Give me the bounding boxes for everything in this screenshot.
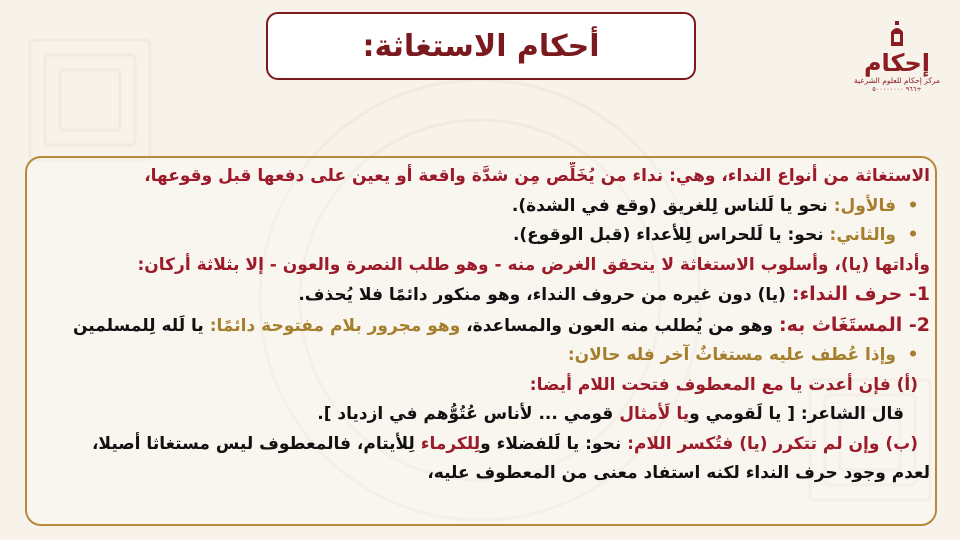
definition-text: الاستغاثة من أنواع النداء، وهي: نداء من يُخَلِّص مِن شدَّة واقعة أو يعين على دفعها قبل وقوعها،	[144, 166, 930, 186]
case-b-label: (ب) وإن لم تتكرر (يا) فتُكسر اللام:	[627, 433, 918, 454]
page-title: أحكام الاستغاثة:	[362, 28, 600, 64]
logo-subtitle: مركز إحكام للعلوم الشرعية	[853, 76, 941, 85]
line-poet	[36, 400, 930, 430]
line-conjunction	[36, 341, 930, 371]
first-text: نحو يا لَلناس لِلغريق (وقع في الشدة).	[511, 195, 834, 216]
bullet-icon: •	[907, 195, 919, 216]
logo-name: إحكام	[863, 49, 931, 77]
reason-text: لعدم وجود حرف النداء لكنه استفاد معنى من المعطوف عليه،	[427, 463, 930, 483]
logo	[846, 20, 948, 98]
pillar-1-label: 1- حرف النداء:	[791, 283, 930, 305]
second-text: نحو: يا لَلحراس لِلأعداء (قبل الوقوع).	[512, 225, 830, 245]
line-case-b	[36, 430, 930, 460]
case-b-text-a: نحو: يا لَلفضلاء و	[480, 433, 628, 454]
pillar-2-gold: وهو مجرور بلام مفتوحة دائمًا:	[209, 315, 467, 336]
case-b-red: لِلكرماء	[420, 433, 481, 454]
conjunction-text: وإذا عُطف عليه مستغاثٌ آخر فله حالان:	[567, 345, 896, 365]
title-box	[266, 12, 696, 80]
poet-text-b: قومي ... لأناس عُتُوُّهم في ازدياد ].	[317, 404, 620, 424]
line-reason	[36, 459, 930, 489]
content-text	[36, 162, 930, 489]
bullet-icon: •	[907, 345, 919, 365]
line-tool	[36, 251, 930, 281]
pillar-1-text: (يا) دون غيره من حروف النداء، وهو منكور دائمًا فلا يُحذف.	[298, 285, 792, 305]
pillar-2-label: 2- المستَغَاث به:	[778, 313, 930, 336]
line-second	[36, 221, 930, 251]
bullet-icon: •	[907, 225, 919, 245]
poet-red: يا لَأمثال	[619, 404, 690, 424]
line-case-a	[36, 371, 930, 401]
logo-phone: +٩٦٦ ٥٠٠٠٠٠٠٠٠	[872, 85, 922, 93]
second-label: والثاني:	[829, 225, 896, 245]
case-a-text: (أ) فإن أعدت يا مع المعطوف فتحت اللام أيضا:	[529, 374, 918, 395]
poet-text-a: قال الشاعر: [ يا لَقومي و	[689, 404, 904, 424]
line-definition	[36, 162, 930, 192]
line-first	[36, 192, 930, 222]
pillar-2-text: وهو من يُطلب منه العون والمساعدة،	[466, 315, 779, 336]
pillar-2-example: يا لَله لِلمسلمين	[72, 315, 210, 336]
logo-lantern-icon	[877, 20, 917, 50]
tool-text: وأداتها (يا)، وأسلوب الاستغاثة لا يتحقق الغرض منه - وهو طلب النصرة والعون - إلا بثلاثة أركان:	[137, 254, 930, 275]
first-label: فالأول:	[833, 195, 896, 216]
line-pillar-1	[36, 280, 930, 311]
case-b-text-b: لِلأيتام، فالمعطوف ليس مستغاثا أصيلا،	[91, 433, 421, 454]
line-pillar-2	[36, 311, 930, 342]
